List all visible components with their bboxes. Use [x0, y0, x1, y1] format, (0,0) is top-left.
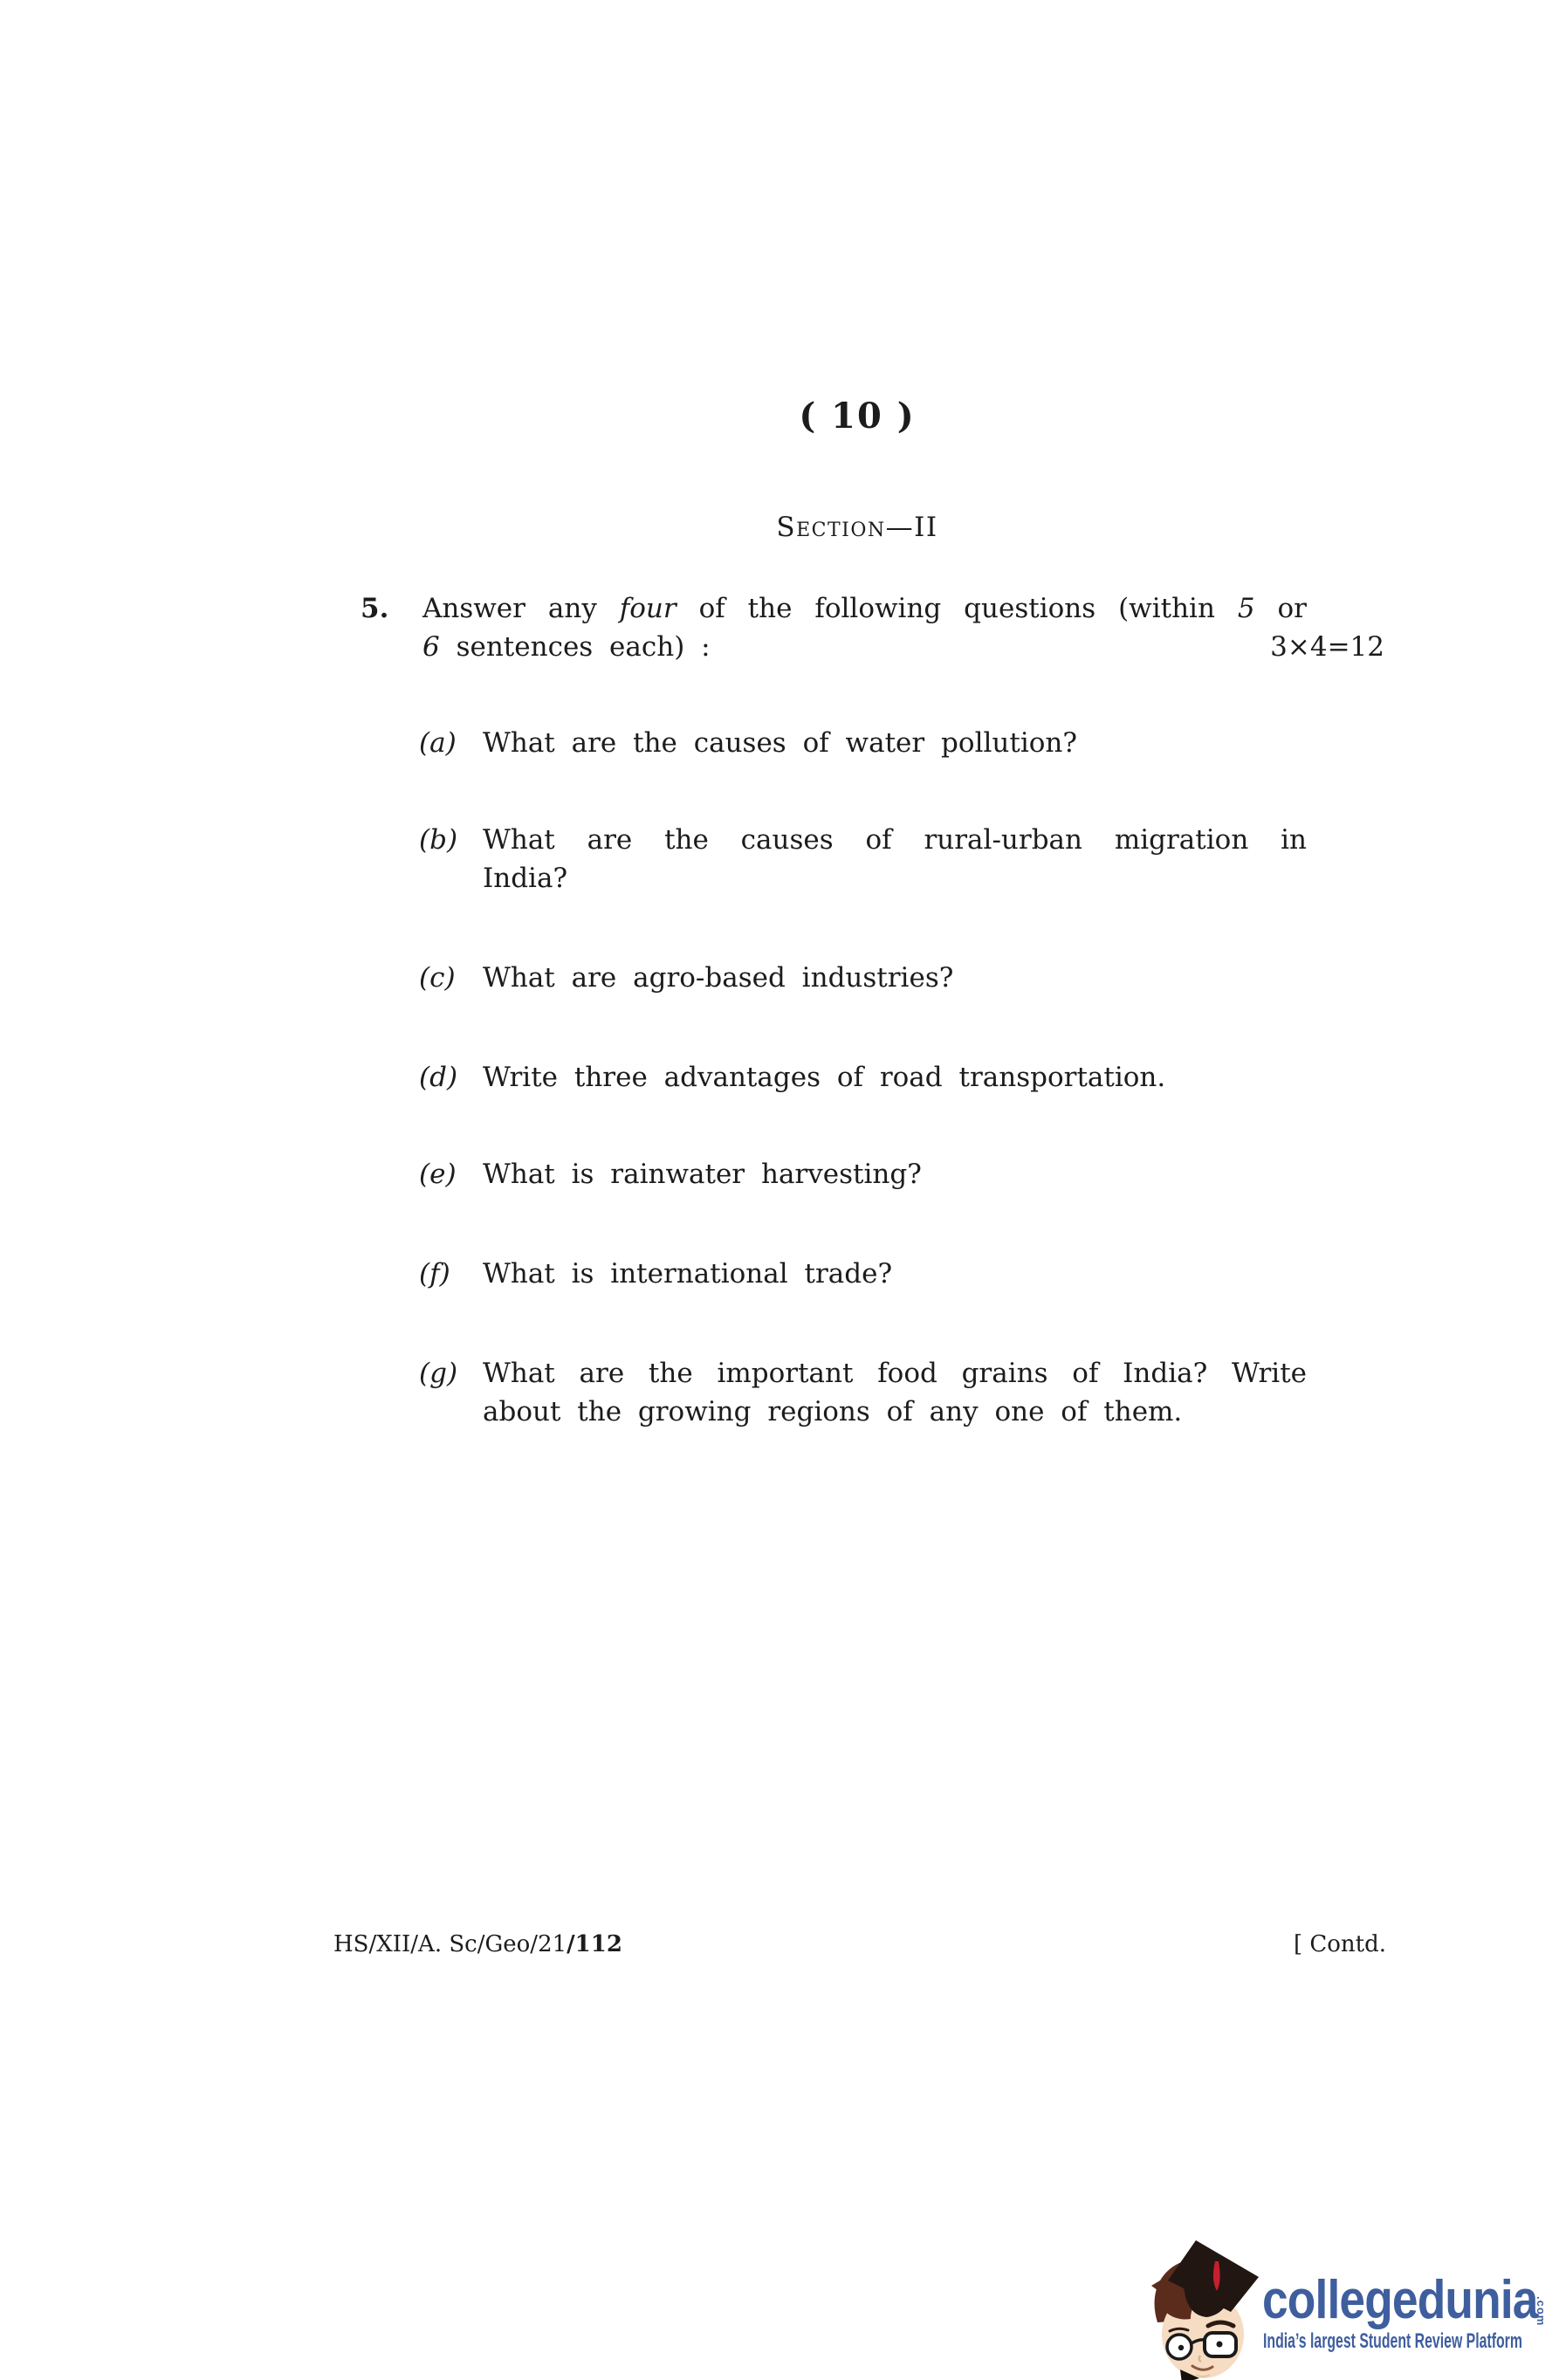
graduate-mascot-icon	[1150, 2237, 1266, 2380]
paper-code-regular: HS/XII/A. Sc/Geo/21	[333, 1931, 567, 1957]
subquestion-a-label: (a)	[419, 727, 457, 759]
footer-paper-code	[333, 1931, 622, 1957]
subquestion-b-label: (b)	[419, 824, 458, 856]
subquestion-g-text-line2: about the growing regions of any one of them.	[483, 1396, 1183, 1427]
logo-tagline: India’s largest Student Review Platform	[1263, 2329, 1522, 2353]
q5-text: or	[1254, 593, 1307, 624]
logo-tld-text: .com	[1535, 2296, 1548, 2327]
q5-text: of the following questions (within	[676, 593, 1238, 624]
subquestion-e-text: What is rainwater harvesting?	[483, 1159, 922, 1190]
subquestion-c-label: (c)	[419, 962, 456, 994]
subquestion-f-label: (f)	[419, 1258, 450, 1290]
q5-text: Answer any	[422, 593, 620, 624]
subquestion-b-text-line2: India?	[483, 863, 568, 894]
logo-brand-text: collegedunia	[1262, 2270, 1538, 2330]
footer-continued: [ Contd.	[1293, 1931, 1386, 1957]
q5-italic-number: 5	[1237, 593, 1255, 624]
page-number: ( 10 )	[799, 396, 916, 437]
q5-italic-number: 6	[422, 631, 440, 663]
collegedunia-logo	[1150, 2237, 1559, 2380]
paper-code-bold: /112	[567, 1931, 622, 1957]
q5-italic-word: four	[619, 593, 676, 624]
subquestion-f-text: What is international trade?	[483, 1258, 893, 1290]
subquestion-g-label: (g)	[419, 1358, 458, 1389]
subquestion-d-label: (d)	[419, 1062, 458, 1093]
subquestion-e-label: (e)	[419, 1159, 457, 1190]
subquestion-c-text: What are agro-based industries?	[483, 962, 954, 994]
q5-text: sentences each) :	[439, 631, 711, 663]
section-title: Section—II	[776, 512, 938, 543]
subquestion-d-text: Write three advantages of road transportation.	[483, 1062, 1166, 1093]
question-5-marks: 3×4=12	[1270, 631, 1384, 663]
subquestion-a-text: What are the causes of water pollution?	[483, 727, 1077, 759]
subquestion-g-text-line1: What are the important food grains of India? Write	[483, 1358, 1307, 1389]
subquestion-b-text-line1: What are the causes of rural-urban migration in	[483, 824, 1307, 856]
question-5-line1	[422, 590, 1307, 627]
question-5-line2	[422, 629, 711, 665]
question-5-number: 5.	[361, 593, 389, 624]
